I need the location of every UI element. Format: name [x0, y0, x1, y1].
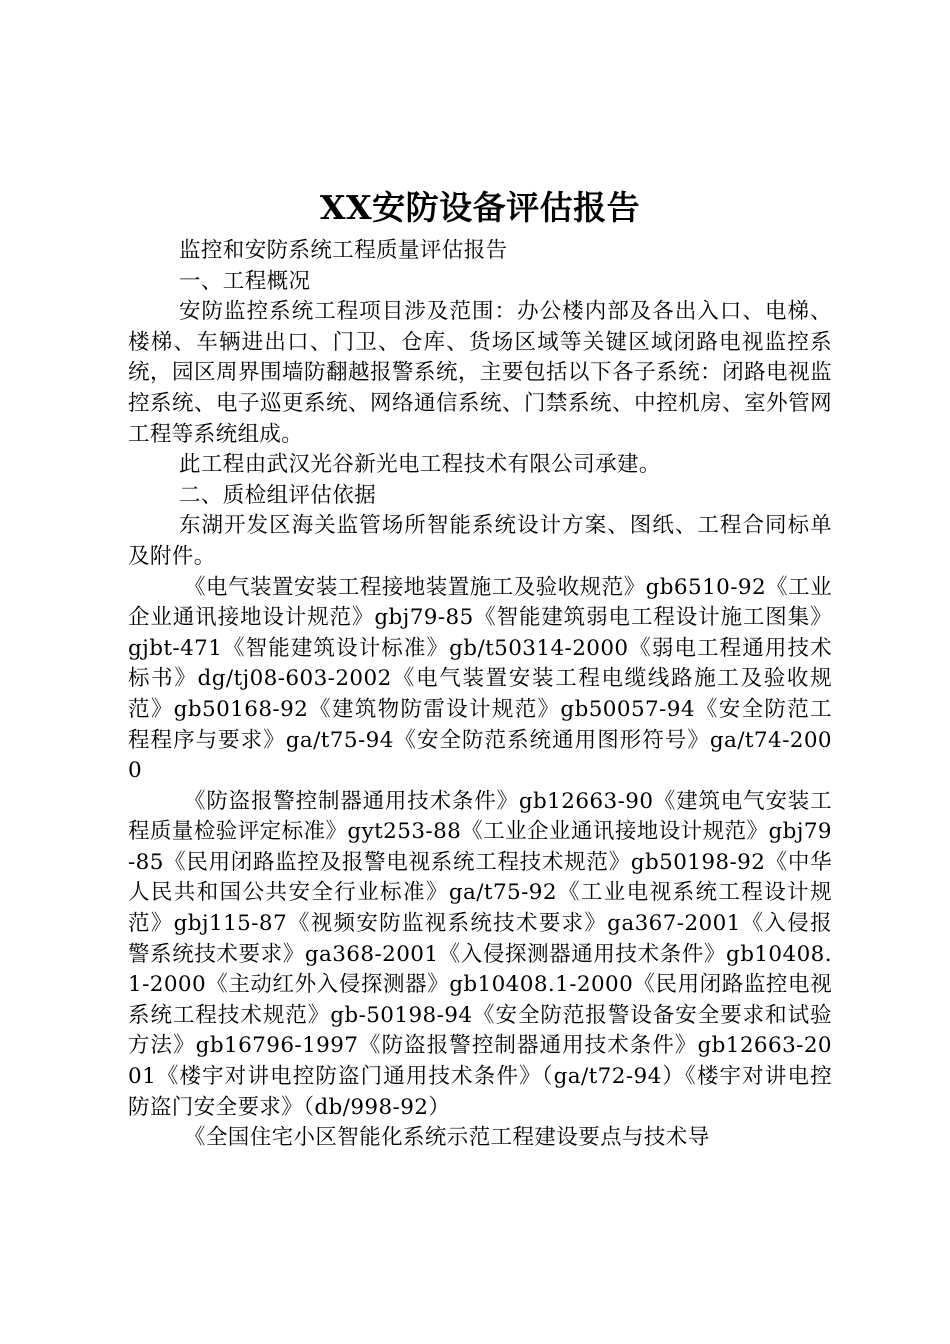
section-heading-basis: 二、质检组评估依据	[179, 482, 377, 508]
subtitle-paragraph: 监控和安防系统工程质量评估报告	[179, 238, 508, 263]
standards-paragraph: 《全国住宅小区智能化系统示范工程建设要点与技术导	[184, 1125, 710, 1151]
standards-paragraph: 《电气装置安装工程接地装置施工及验收规范》gb6510-92《工业企业通讯接地设计规范》gbj79-85《智能建筑弱电工程设计施工图集》gjbt-471《智能建筑设计标准》gb/t50314-2000《弱电工程通用技术标书》dg/tj08-603-2002《电气装置安装工程电缆线路施工及验收规范》gb50168-92《建筑物防雷设计规范》gb50057-94《安全防范工程程序与要求》ga/t75-94《安全防范系统通用图形符号》ga/t74-2000	[128, 574, 832, 784]
document-title: XX安防设备评估报告	[319, 188, 641, 227]
document-body	[128, 236, 832, 1154]
standards-paragraph: 《防盗报警控制器通用技术条件》gb12663-90《建筑电气安装工程质量检验评定标准》gyt253-88《工业企业通讯接地设计规范》gbj79-85《民用闭路监控及报警电视系统工程技术规范》gb50198-92《中华人民共和国公共安全行业标准》ga/t75-92《工业电视系统工程设计规范》gbj115-87《视频安防监视系统技术要求》ga367-2001《入侵报警系统技术要求》ga368-2001《入侵探测器通用技术条件》gb10408.1-2000《主动红外入侵探测器》gb10408.1-2000《民用闭路监控电视系统工程技术规范》gb-50198-94《安全防范报警设备安全要求和试验方法》gb16796-1997《防盗报警控制器通用技术条件》gb12663-2001《楼宇对讲电控防盗门通用技术条件》（ga/t72-94）《楼宇对讲电控防盗门安全要求》（db/998-92）	[128, 788, 832, 1120]
body-paragraph: 此工程由武汉光谷新光电工程技术有限公司承建。	[179, 452, 661, 478]
section-heading-overview: 一、工程概况	[179, 268, 311, 294]
body-paragraph: 安防监控系统工程项目涉及范围：办公楼内部及各出入口、电梯、楼梯、车辆进出口、门卫、仓库、货场区域等关键区域闭路电视监控系统，园区周界围墙防翻越报警系统，主要包括以下各子系统：闭路电视监控系统、电子巡更系统、网络通信系统、门禁系统、中控机房、室外管网工程等系统组成。	[128, 299, 832, 447]
body-paragraph: 东湖开发区海关监管场所智能系统设计方案、图纸、工程合同标单及附件。	[128, 513, 832, 569]
